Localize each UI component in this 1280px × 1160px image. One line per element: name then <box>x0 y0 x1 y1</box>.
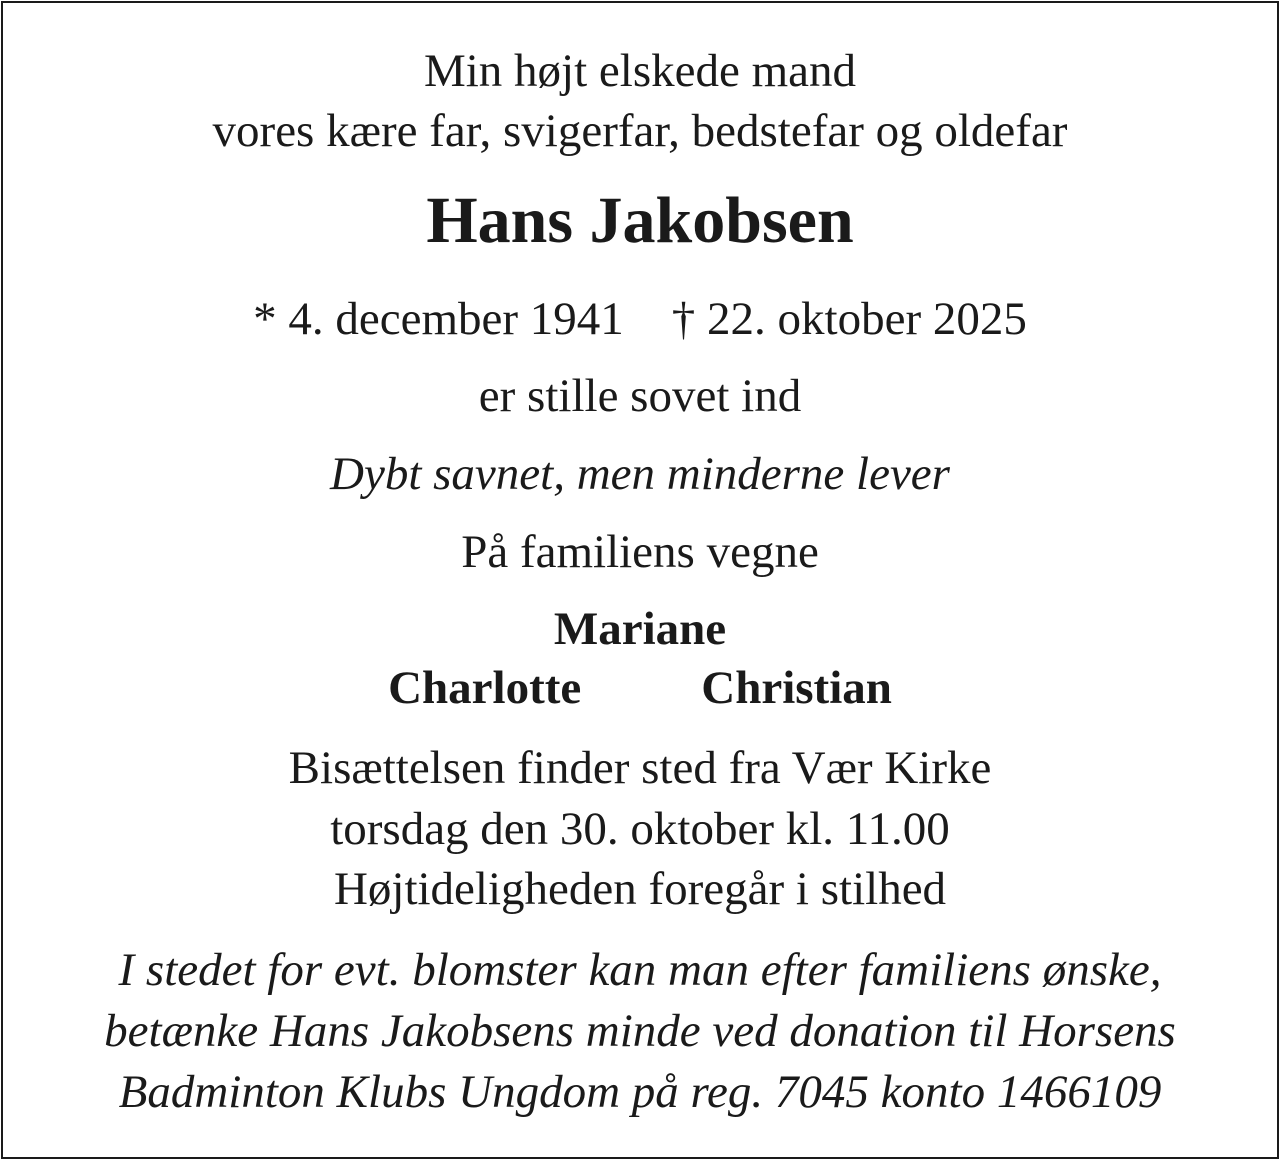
intro-line-1: Min højt elskede mand <box>423 45 857 97</box>
service-line-1: Bisættelsen finder sted fra Vær Kirke <box>288 742 992 794</box>
service-line-3: Højtideligheden foregår i stilhed <box>333 863 947 915</box>
motto-text: Dybt savnet, men minderne lever <box>330 448 950 500</box>
passing-text: er stille sovet ind <box>478 370 802 422</box>
deceased-name: Hans Jakobsen <box>426 184 854 257</box>
death-date: † 22. oktober 2025 <box>671 293 1027 345</box>
intro-line-2: vores kære far, svigerfar, bedstefar og oldefar <box>212 105 1068 157</box>
donation-line-2: betænke Hans Jakobsens minde ved donation til Horsens <box>104 1005 1176 1057</box>
donation-line-3: Badminton Klubs Ungdom på reg. 7045 konto 1466109 <box>118 1066 1162 1118</box>
spouse-name: Mariane <box>553 603 727 655</box>
donation-line-1: I stedet for evt. blomster kan man efter familiens ønske, <box>118 944 1162 996</box>
life-dates <box>0 292 1280 346</box>
child-name: Christian <box>701 662 892 714</box>
child-name: Charlotte <box>388 662 582 714</box>
children-names <box>0 661 1280 715</box>
on-behalf-text: På familiens vegne <box>461 526 819 578</box>
birth-date: * 4. december 1941 <box>253 293 624 345</box>
service-line-2: torsdag den 30. oktober kl. 11.00 <box>330 803 950 855</box>
